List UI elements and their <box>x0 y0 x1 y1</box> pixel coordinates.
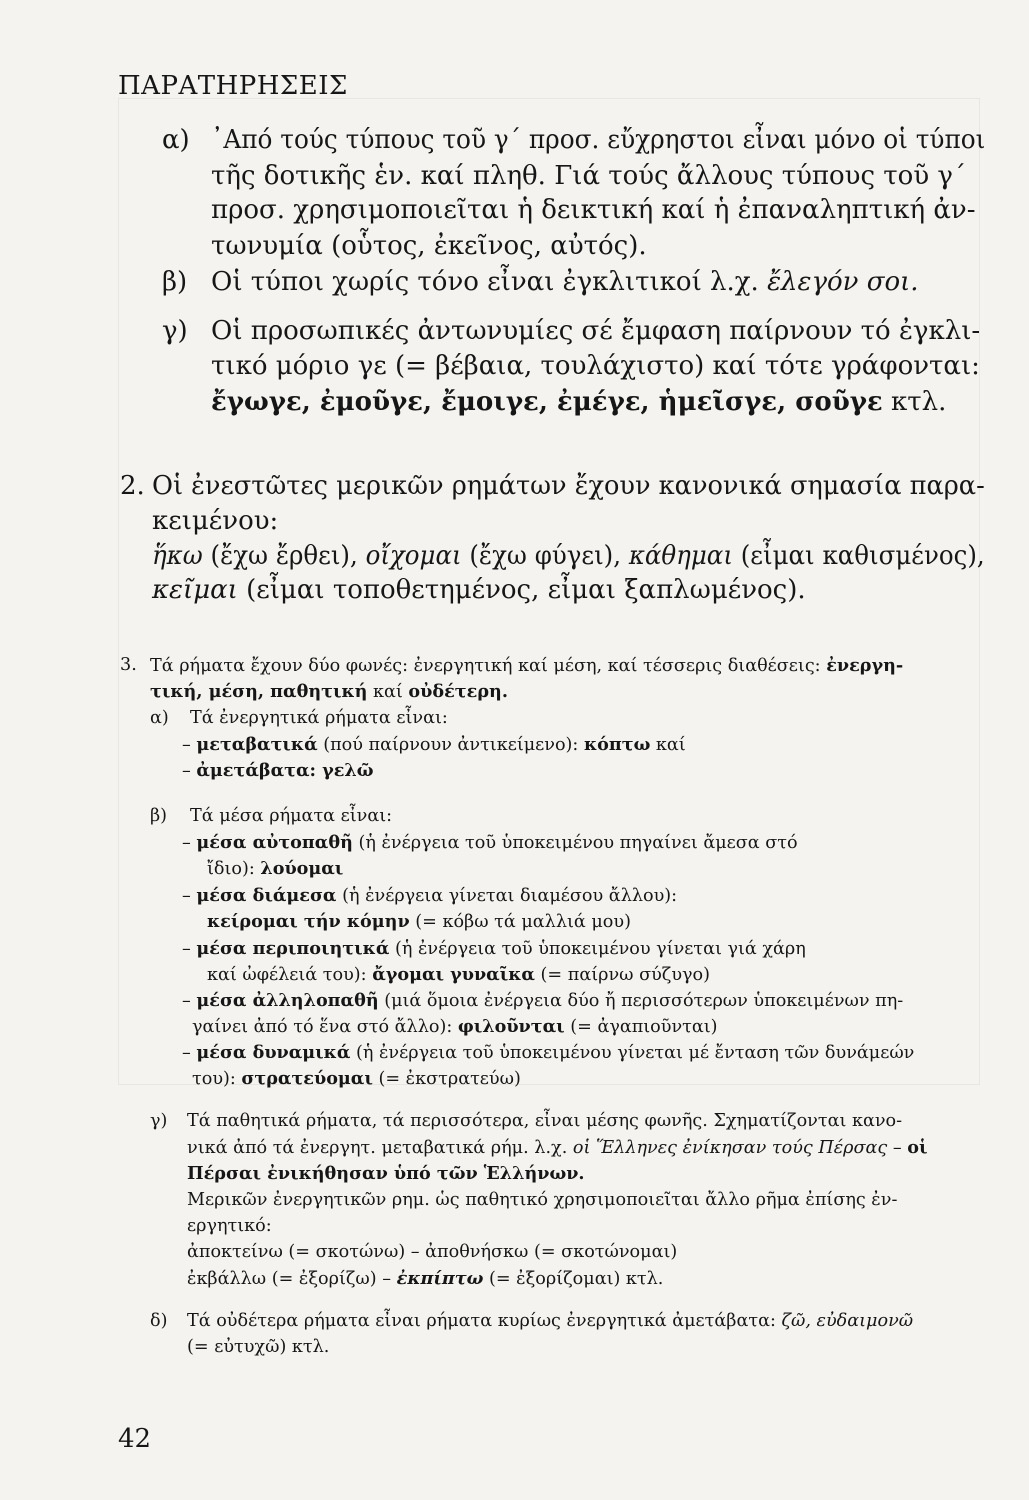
term-def: (ἡ ἐνέργεια τοῦ ὑποκειμένου πηγαίνει ἄμεσα στό <box>352 833 798 853</box>
sec3-b-label: β) <box>150 806 168 826</box>
dash: – <box>182 1043 191 1063</box>
sec1-a-line: τωνυμία (οὗτος, ἐκεῖνος, αὐτός). <box>211 231 647 261</box>
sec3-intro-text: Τά ρήματα ἔχουν δύο φωνές: ἐνεργητική καί μέση, καί τέσσερις διαθέσεις: <box>150 656 827 676</box>
sec1-a-line: ᾿Από τούς τύπους τοῦ γ΄ προσ. εὔχρηστοι εἶναι μόνο οἱ τύποι <box>211 125 986 155</box>
sec3-d-line2: (= εὐτυχῶ) κτλ. <box>187 1337 330 1357</box>
term-example: κόπτω <box>583 734 651 755</box>
sec3-b-item-reflexive-cont <box>207 857 343 881</box>
sec3-b-title: Τά μέσα ρήματα εἶναι: <box>190 806 393 826</box>
sec2-number: 2. <box>120 471 145 501</box>
sec1-a-line: τῆς δοτικῆς ἑν. καί πληθ. Γιά τούς ἄλλους τύπους τοῦ γ΄ <box>211 161 966 191</box>
dash: – <box>182 761 191 781</box>
term-def: (μιά ὅμοια ἐνέργεια δύο ἤ περισσότερων ὑποκειμένων πη- <box>378 991 904 1011</box>
term: μέσα αὐτοπαθῆ <box>196 832 353 853</box>
sec3-a-item-intransitive <box>182 759 374 783</box>
term-example: λούομαι <box>260 858 344 879</box>
sec3-c-line3: Πέρσαι ἐνικήθησαν ὑπό τῶν Ἑλλήνων. <box>187 1163 585 1184</box>
term-tail: (= ἐκστρατεύω) <box>372 1069 521 1089</box>
sec3-intro-line1 <box>150 654 903 678</box>
example-meaning: (εἶμαι τοποθετημένος, εἶμαι ξαπλωμένος). <box>237 575 806 605</box>
sec3-d-line1 <box>187 1310 913 1333</box>
example-meaning: (εἶμαι καθισμένος), <box>732 541 985 571</box>
sec1-c-line: Οἱ προσωπικές ἀντωνυμίες σέ ἔμφαση παίρνουν τό ἐγκλι- <box>211 316 981 346</box>
sec3-intro-bold: τική, μέση, παθητική <box>150 681 368 702</box>
example-word: κεῖμαι <box>152 575 238 605</box>
term: μεταβατικά <box>196 734 318 755</box>
sec3-c-label: γ) <box>150 1111 168 1131</box>
term-def: (ἡ ἐνέργεια τοῦ ὑποκειμένου γίνεται γιά χάρη <box>389 939 806 959</box>
term-tail: (= παίρνω σύζυγο) <box>534 965 710 985</box>
term: μέσα διάμεσα <box>196 885 337 906</box>
term-def: καί ὠφέλειά του): <box>207 965 373 985</box>
example-meaning: (ἔχω φύγει), <box>461 541 629 571</box>
sec2-examples-line2 <box>152 576 806 605</box>
sec3-c-line5: εργητικό: <box>187 1216 272 1236</box>
term: ἀμετάβατα: γελῶ <box>196 760 374 781</box>
term: μέσα δυναμικά <box>196 1042 351 1063</box>
sec3-intro-line2 <box>150 680 508 704</box>
example-meaning: (ἔχω ἔρθει), <box>202 541 366 571</box>
dash: – <box>182 735 191 755</box>
dash: – <box>887 1138 908 1158</box>
term-example: στρατεύομαι <box>241 1068 373 1089</box>
term-tail: καί <box>650 735 686 755</box>
sec1-b-text <box>211 268 919 297</box>
sec2-line: Οἱ ἐνεστῶτες μερικῶν ρημάτων ἔχουν κανονικά σημασία παρα- <box>152 471 985 501</box>
term-tail: (= κόβω τά μαλλιά μου) <box>409 912 631 932</box>
dash: – <box>182 886 191 906</box>
sec1-c-line: τικό μόριο γε (= βέβαια, τουλάχιστο) καί τότε γράφονται: <box>211 351 980 381</box>
sec3-c-example: οἱ Ἕλληνες ἐνίκησαν τούς Πέρσας <box>572 1138 888 1158</box>
term-example: κείρομαι τήν κόμην <box>207 911 410 932</box>
sec3-c-text: (= ἐξορίζομαι) κτλ. <box>483 1269 664 1289</box>
sec3-b-item-reciprocal-cont <box>192 1015 718 1039</box>
term-tail: (= ἀγαπιοῦνται) <box>564 1017 718 1037</box>
dash: – <box>182 991 191 1011</box>
page-number: 42 <box>118 1424 152 1454</box>
sec3-d-label: δ) <box>150 1311 168 1331</box>
sec3-b-item-reciprocal <box>182 989 903 1013</box>
sec3-b-item-indirect <box>182 884 677 908</box>
sec3-c-line2 <box>187 1136 927 1160</box>
page-header: ΠΑΡΑΤΗΡΗΣΕΙΣ <box>118 71 348 101</box>
term-def: του): <box>192 1069 242 1089</box>
sec1-c-label: γ) <box>162 316 188 346</box>
sec3-b-item-indirect-cont <box>207 910 631 934</box>
example-word: οἴχομαι <box>365 541 462 571</box>
sec1-c-forms <box>211 388 946 417</box>
sec3-intro-text: καί <box>367 682 409 702</box>
term-def: (ἡ ἐνέργεια τοῦ ὑποκειμένου γίνεται μέ ἔνταση τῶν δυνάμεών <box>350 1043 915 1063</box>
sec3-b-item-dynamic-cont <box>192 1067 521 1091</box>
dash: – <box>182 833 191 853</box>
sec3-intro-bold: ἐνεργη- <box>826 655 904 676</box>
term-def: (ἡ ἐνέργεια γίνεται διαμέσου ἄλλου): <box>336 886 678 906</box>
sec3-b-item-benefactive <box>182 937 806 961</box>
sec2-examples-line1 <box>152 542 985 571</box>
sec3-intro-bold: οὐδέτερη. <box>408 681 508 702</box>
sec3-c-text: νικά ἀπό τά ἐνεργητ. μεταβατικά ρήμ. λ.χ. <box>187 1138 573 1158</box>
term: μέσα ἀλληλοπαθῆ <box>196 990 379 1011</box>
sec3-c-example: ἐκπίπτω <box>396 1268 484 1289</box>
sec3-number: 3. <box>120 655 137 675</box>
sec1-a-line: προσ. χρησιμοποιεῖται ἡ δεικτική καί ἡ ἐπαναληπτική ἀν- <box>211 195 976 225</box>
sec1-b-example: ἔλεγόν σοι. <box>767 267 919 297</box>
sec3-c-line6: ἀποκτείνω (= σκοτώνω) – ἀποθνήσκω (= σκοτώνομαι) <box>187 1242 678 1262</box>
sec3-a-label: α) <box>150 708 169 728</box>
sec3-d-example: ζῶ, εὐδαιμονῶ <box>781 1311 914 1331</box>
sec1-a-label: α) <box>162 125 190 155</box>
dash: – <box>182 939 191 959</box>
sec3-c-text: ἐκβάλλω (= ἐξορίζω) – <box>187 1269 397 1289</box>
sec3-c-line1: Τά παθητικά ρήματα, τά περισσότερα, εἶναι μέσης φωνῆς. Σχηματίζονται κανο- <box>187 1111 903 1131</box>
sec1-b-label: β) <box>162 267 188 297</box>
sec3-b-item-reflexive <box>182 831 798 855</box>
sec3-a-title: Τά ἐνεργητικά ρήματα εἶναι: <box>190 708 448 728</box>
sec3-d-text: Τά οὐδέτερα ρήματα εἶναι ρήματα κυρίως ἐνεργητικά ἀμετάβατα: <box>187 1311 782 1331</box>
sec3-b-item-benefactive-cont <box>207 963 710 987</box>
sec1-c-bold-forms: ἔγωγε, ἐμοῦγε, ἔμοιγε, ἐμέγε, ἡμεῖσγε, σοῦγε <box>211 387 883 417</box>
sec3-c-bold: οἱ <box>907 1137 928 1158</box>
term-example: ἄγομαι γυναῖκα <box>372 964 535 985</box>
term-def: γαίνει ἀπό τό ἕνα στό ἄλλο): <box>192 1017 458 1037</box>
sec1-c-tail: κτλ. <box>882 387 947 417</box>
example-word: κάθημαι <box>628 541 733 571</box>
sec3-a-item-transitive <box>182 733 686 757</box>
term-def: (πού παίρνουν ἀντικείμενο): <box>317 735 584 755</box>
term: μέσα περιποιητικά <box>196 938 390 959</box>
sec3-c-line4: Μερικῶν ἐνεργητικῶν ρημ. ὡς παθητικό χρησιμοποιεῖται ἄλλο ρῆμα ἐπίσης ἐν- <box>187 1190 898 1210</box>
sec3-b-item-dynamic <box>182 1041 914 1065</box>
sec2-line: κειμένου: <box>152 506 279 536</box>
example-word: ἥκω <box>152 541 203 571</box>
sec1-b-body: Οἱ τύποι χωρίς τόνο εἶναι ἐγκλιτικοί λ.χ. <box>211 267 768 297</box>
term-example: φιλοῦνται <box>457 1016 565 1037</box>
term-def: ἴδιο): <box>207 859 261 879</box>
sec3-c-line7 <box>187 1267 663 1291</box>
